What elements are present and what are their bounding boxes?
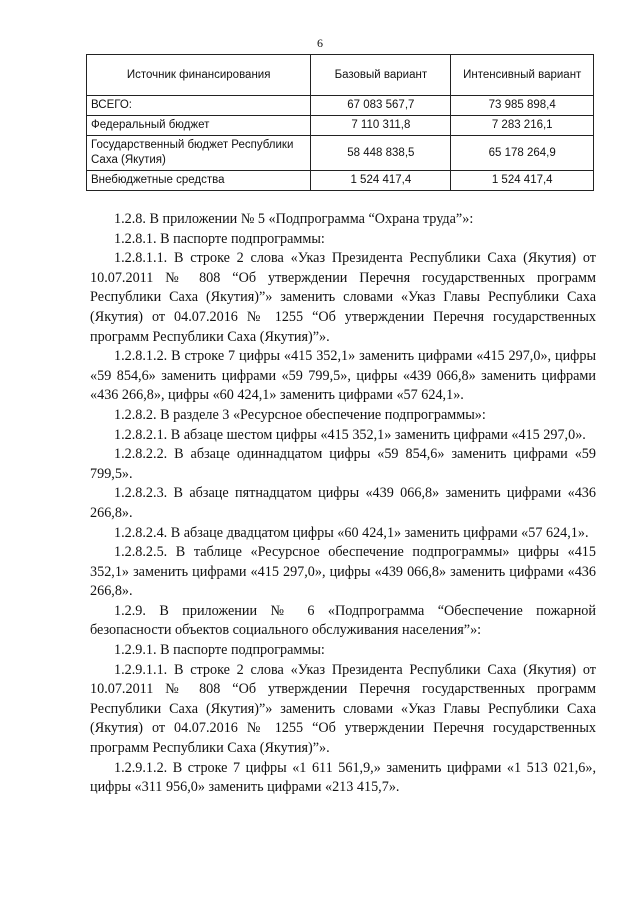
row-source: Федеральный бюджет bbox=[87, 116, 311, 136]
paragraph: 1.2.9.1. В паспорте подпрограммы: bbox=[114, 642, 325, 659]
table-row bbox=[87, 96, 594, 116]
table-row bbox=[87, 116, 594, 136]
page-number: 6 bbox=[317, 36, 323, 50]
row-base: 58 448 838,5 bbox=[311, 136, 451, 171]
row-source: Государственный бюджет Республики Саха (Якутия) bbox=[87, 136, 311, 171]
paragraph: 1.2.8. В приложении № 5 «Подпрограмма “Охрана труда”»: bbox=[114, 211, 474, 227]
paragraph: 1.2.8.2.1. В абзаце шестом цифры «415 352,1» заменить цифрами «415 297,0». bbox=[114, 426, 586, 443]
table-row bbox=[87, 136, 594, 171]
row-source: ВСЕГО: bbox=[87, 96, 311, 116]
row-base: 1 524 417,4 bbox=[311, 171, 451, 191]
paragraph: 1.2.8.2.3. В абзаце пятнадцатом цифры «439 066,8» заменить цифрами «436 266,8». bbox=[90, 485, 596, 521]
paragraph: 1.2.9.1.1. В строке 2 слова «Указ Президента Республики Саха (Якутия) от 10.07.2011 № 808 “Об утверждении Перечня государственных программ Республики Саха (Якутия)”» заменить словами «Указ Главы Республики Саха (Якутия) от 04.07.2016 № 1255 “Об утверждении Перечня государственных программ Республики Саха (Якутия)”». bbox=[90, 661, 596, 757]
financing-table bbox=[86, 54, 594, 191]
row-base: 67 083 567,7 bbox=[311, 96, 451, 116]
paragraph: 1.2.8.1. В паспорте подпрограммы: bbox=[114, 230, 325, 247]
paragraph: 1.2.9.1.2. В строке 7 цифры «1 611 561,9,» заменить цифрами «1 513 021,6», цифры «311 956,0» заменить цифрами «213 415,7». bbox=[90, 759, 596, 796]
document-body bbox=[90, 210, 596, 798]
row-intensive: 1 524 417,4 bbox=[451, 171, 594, 191]
table-header-row bbox=[87, 55, 594, 96]
paragraph: 1.2.8.2.2. В абзаце одиннадцатом цифры «59 854,6» заменить цифрами «59 799,5». bbox=[90, 446, 596, 482]
paragraph: 1.2.8.2.5. В таблице «Ресурсное обеспечение подпрограммы» цифры «415 352,1» заменить цифрами «415 297,0», цифры «439 066,8» заменить цифрами «436 266,8». bbox=[90, 544, 596, 600]
paragraph: 1.2.8.2.4. В абзаце двадцатом цифры «60 424,1» заменить цифрами «57 624,1». bbox=[114, 524, 589, 541]
table-row bbox=[87, 171, 594, 191]
paragraph: 1.2.8.1.2. В строке 7 цифры «415 352,1» заменить цифрами «415 297,0», цифры «59 854,6» заменить цифрами «59 799,5», цифры «439 066,8» заменить цифрами «436 266,8», цифры «60 424,1» заменить цифрами «57 624,1». bbox=[90, 348, 596, 404]
header-intensive: Интенсивный вариант bbox=[451, 55, 594, 96]
header-base: Базовый вариант bbox=[311, 55, 451, 96]
row-base: 7 110 311,8 bbox=[311, 116, 451, 136]
row-source: Внебюджетные средства bbox=[87, 171, 311, 191]
row-intensive: 73 985 898,4 bbox=[451, 96, 594, 116]
row-intensive: 65 178 264,9 bbox=[451, 136, 594, 171]
header-source: Источник финансирования bbox=[87, 55, 311, 96]
paragraph: 1.2.9. В приложении № 6 «Подпрограмма “Обеспечение пожарной безопасности объектов социального обслуживания населения”»: bbox=[90, 602, 596, 639]
row-intensive: 7 283 216,1 bbox=[451, 116, 594, 136]
paragraph: 1.2.8.2. В разделе 3 «Ресурсное обеспечение подпрограммы»: bbox=[114, 406, 486, 423]
paragraph: 1.2.8.1.1. В строке 2 слова «Указ Президента Республики Саха (Якутия) от 10.07.2011 № 808 “Об утверждении Перечня государственных программ Республики Саха (Якутия)”» заменить словами «Указ Главы Республики Саха (Якутия) от 04.07.2016 № 1255 “Об утверждении Перечня государственных программ Республики Саха (Якутия)”». bbox=[90, 250, 596, 345]
